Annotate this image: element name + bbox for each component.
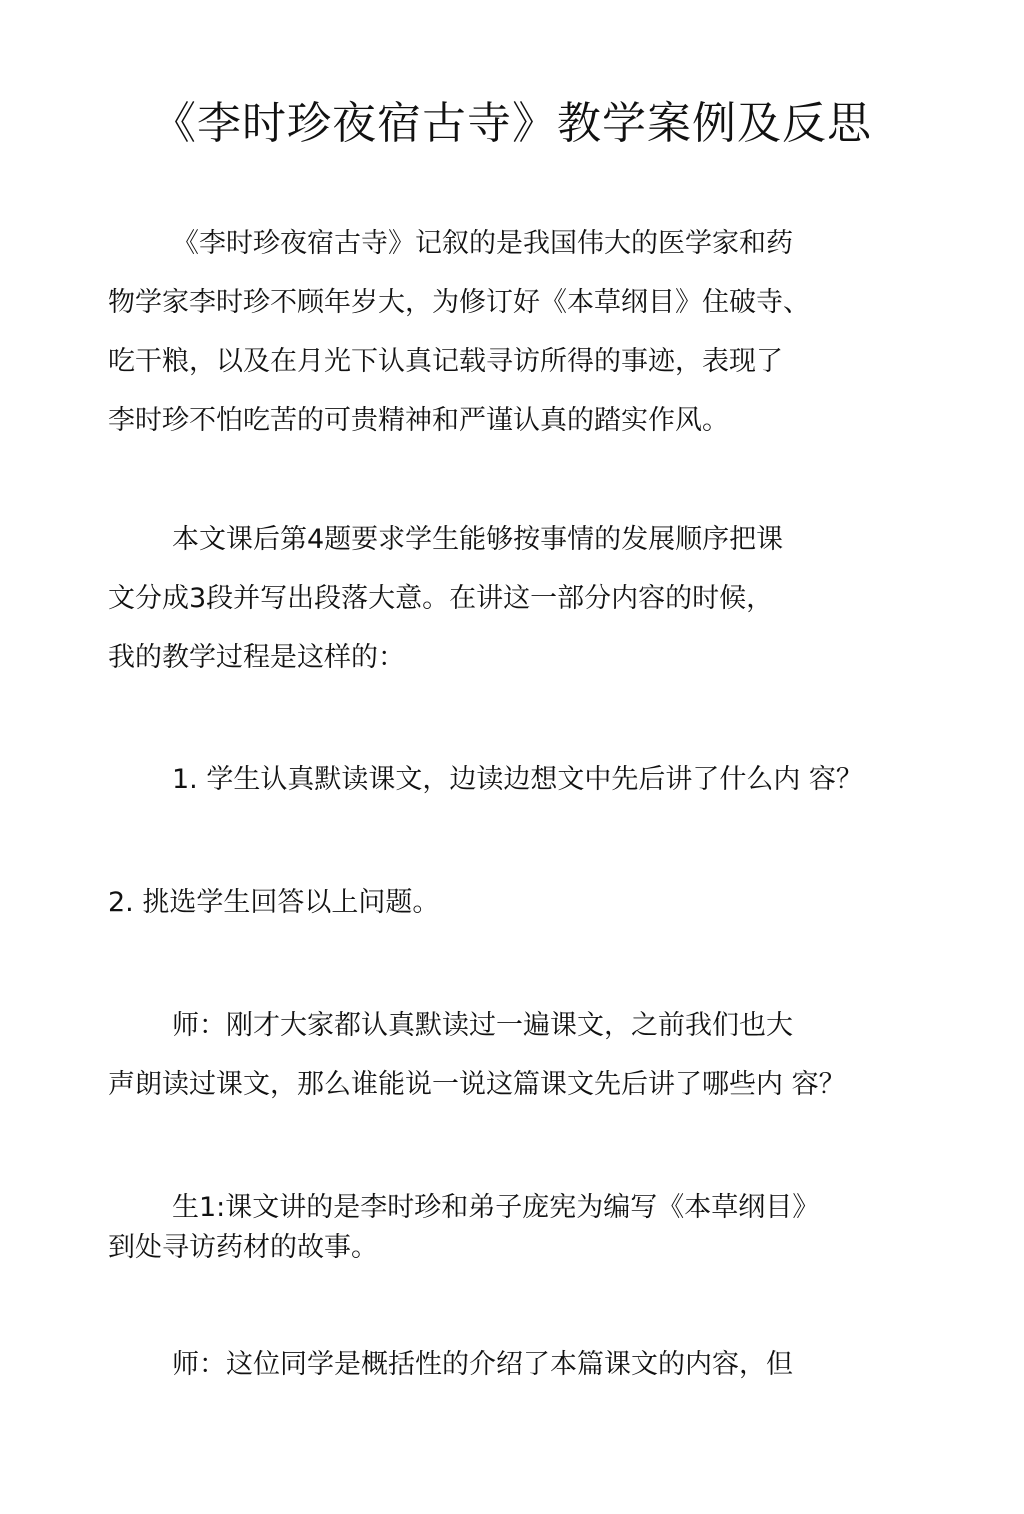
paragraph-line: 本文课后第4题要求学生能够按事情的发展顺序把课 — [172, 524, 784, 555]
paragraph-line: 师：这位同学是概括性的介绍了本篇课文的内容，但 — [172, 1349, 793, 1380]
paragraph-line: 吃干粮，以及在月光下认真记载寻访所得的事迹，表现了 — [108, 346, 783, 377]
paragraph-line: 师：刚才大家都认真默读过一遍课文，之前我们也大 — [172, 1010, 793, 1041]
paragraph-line: 物学家李时珍不顾年岁大，为修订好《本草纲目》住破寺、 — [108, 287, 810, 318]
paragraph-line: 1. 学生认真默读课文，边读边想文中先后讲了什么内 容？ — [172, 764, 863, 795]
paragraph-line: 2. 挑选学生回答以上问题。 — [108, 887, 440, 918]
paragraph-line: 生1:课文讲的是李时珍和弟子庞宪为编写《本草纲目》 — [172, 1192, 820, 1223]
paragraph-line: 文分成3段并写出段落大意。在讲这一部分内容的时候， — [108, 583, 774, 614]
paragraph-line: 《李时珍夜宿古寺》记叙的是我国伟大的医学家和药 — [172, 228, 793, 259]
paragraph-line: 李时珍不怕吃苦的可贵精神和严谨认真的踏实作风。 — [108, 405, 729, 436]
paragraph-line: 我的教学过程是这样的： — [108, 642, 405, 673]
paragraph-line: 到处寻访药材的故事。 — [108, 1232, 378, 1263]
paragraph-line: 声朗读过课文，那么谁能说一说这篇课文先后讲了哪些内 容？ — [108, 1069, 846, 1100]
document-title: 《李时珍夜宿古寺》教学案例及反思 — [152, 98, 872, 149]
